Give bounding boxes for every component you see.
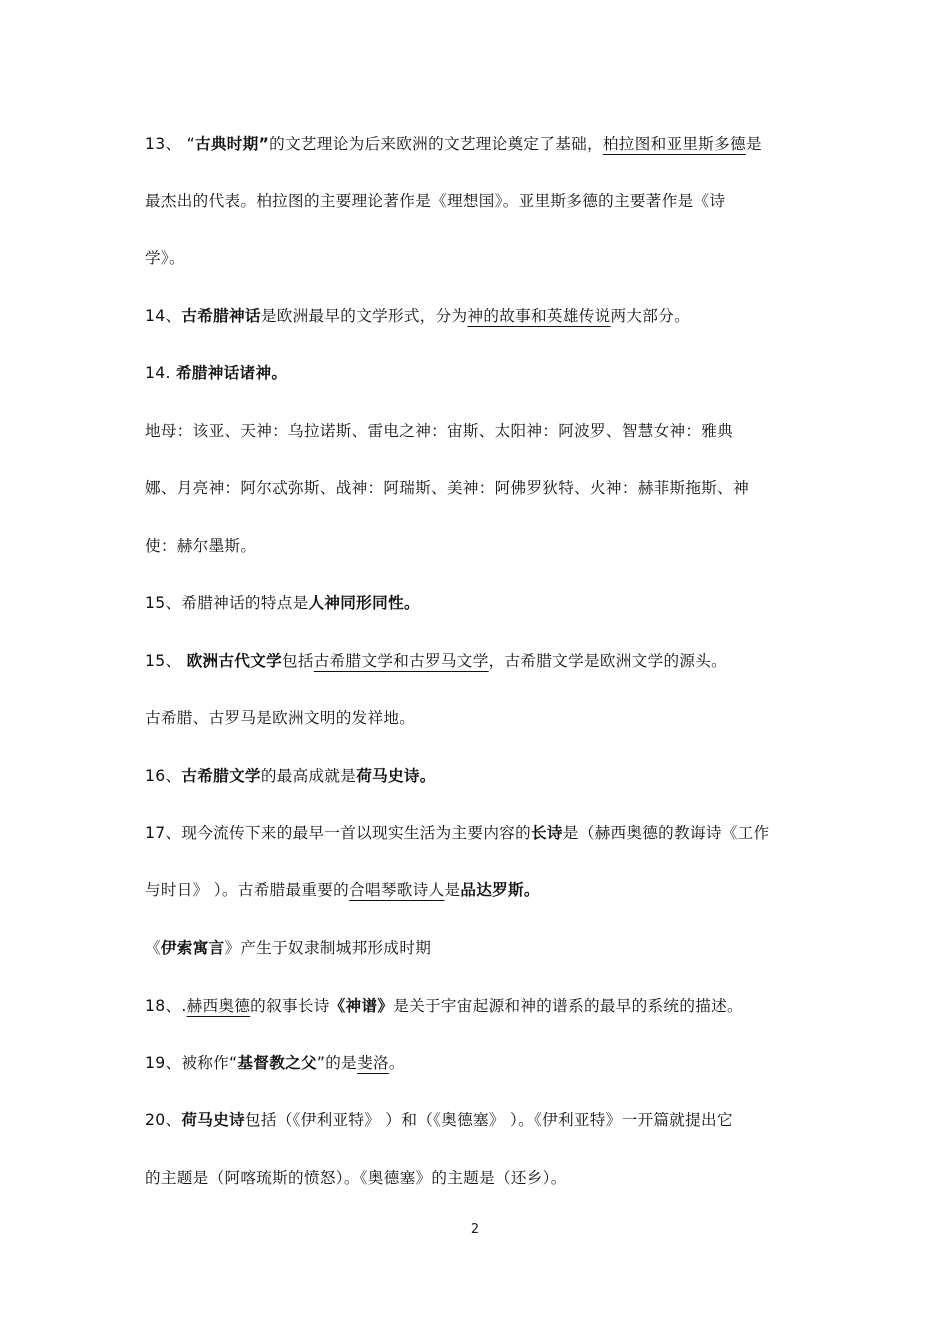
text-segment: 是 xyxy=(745,135,762,153)
text-segment: 学》。 xyxy=(145,249,185,267)
bold-text: 古典时期 xyxy=(194,135,259,153)
text-line xyxy=(145,995,815,1017)
text-line xyxy=(145,937,815,959)
text-segment: 使：赫尔墨斯。 xyxy=(145,537,257,555)
text-segment: 14. xyxy=(145,364,176,382)
text-segment: 包括（《伊利亚特》 ）和（《奥德塞》 ）。《伊利亚特》一开篇就提出它 xyxy=(244,1111,733,1129)
text-segment: 的文艺理论为后来欧洲的文艺理论奠定了基础， xyxy=(269,135,603,153)
text-line xyxy=(145,190,815,212)
text-segment: 13、 “ xyxy=(145,135,195,153)
text-segment: ”的是 xyxy=(316,1054,358,1072)
bold-text: 荷马史诗。 xyxy=(356,767,436,785)
text-line xyxy=(145,362,815,384)
text-line xyxy=(145,420,815,442)
text-segment: 最杰出的代表。柏拉图的主要理论著作是《理想国》。亚里斯多德的主要著作是《诗 xyxy=(145,192,726,210)
text-line xyxy=(145,822,815,844)
bold-text: 古希腊文学 xyxy=(181,767,261,785)
text-segment: ，古希腊文学是欧洲文学的源头。 xyxy=(488,652,728,670)
underlined-text: 古希腊文学和古罗马文学 xyxy=(313,652,489,670)
text-segment: 包括 xyxy=(281,652,314,670)
bold-text: ” xyxy=(258,135,270,153)
text-segment: 娜、月亮神：阿尔忒弥斯、战神：阿瑞斯、美神：阿佛罗狄特、火神：赫菲斯拖斯、神 xyxy=(145,479,749,497)
bold-text: 希腊神话诸神。 xyxy=(175,364,288,382)
underlined-text: 赫西奥德 xyxy=(186,997,251,1015)
text-line xyxy=(145,247,815,269)
bold-text: 古希腊神话 xyxy=(181,307,261,325)
text-line xyxy=(145,305,815,327)
text-line xyxy=(145,1052,815,1074)
text-segment: 17、现今流传下来的最早一首以现实生活为主要内容的 xyxy=(145,824,531,842)
bold-text: 欧洲古代文学 xyxy=(186,652,282,670)
text-segment: 《 xyxy=(145,939,161,957)
text-segment: 是 xyxy=(444,881,461,899)
text-segment: 古希腊、古罗马是欧洲文明的发祥地。 xyxy=(145,709,416,727)
text-segment: 》产生于奴隶制城邦形成时期 xyxy=(224,939,432,957)
text-line xyxy=(145,133,815,155)
text-segment: 地母：该亚、天神：乌拉诺斯、雷电之神：宙斯、太阳神：阿波罗、智慧女神：雅典 xyxy=(145,422,734,440)
text-line xyxy=(145,1109,815,1131)
text-segment: 的主题是（阿喀琉斯的愤怒）。《奥德塞》的主题是（还乡）。 xyxy=(145,1169,567,1187)
underlined-text: 神的故事和英雄传说 xyxy=(467,307,611,325)
bold-text: 荷马史诗 xyxy=(181,1111,245,1129)
text-segment: 的叙事长诗 xyxy=(250,997,330,1015)
bold-text: 长诗 xyxy=(531,824,563,842)
bold-text: 人神同形同性。 xyxy=(308,594,420,612)
text-segment: 是关于宇宙起源和神的谱系的最早的系统的描述。 xyxy=(393,997,743,1015)
text-line xyxy=(145,650,815,672)
text-line xyxy=(145,592,815,614)
text-line xyxy=(145,535,815,557)
bold-text: 基督教之父 xyxy=(237,1054,317,1072)
text-segment: 。 xyxy=(388,1054,405,1072)
text-line xyxy=(145,477,815,499)
text-segment: 16、 xyxy=(145,767,182,785)
text-segment: 20、 xyxy=(145,1111,182,1129)
text-line xyxy=(145,765,815,787)
text-segment: 是欧洲最早的文学形式，分为 xyxy=(260,307,468,325)
bold-text: 伊索寓言 xyxy=(160,939,225,957)
text-segment: 15、 xyxy=(145,652,187,670)
bold-text: 品达罗斯。 xyxy=(460,881,540,899)
text-line xyxy=(145,879,815,901)
bold-text: 《神谱》 xyxy=(329,997,394,1015)
text-segment: 与时日》 ）。古希腊最重要的 xyxy=(145,881,350,899)
text-segment: 是（赫西奥德的教诲诗《工作 xyxy=(562,824,770,842)
text-line xyxy=(145,707,815,729)
text-segment: 19、被称作“ xyxy=(145,1054,238,1072)
text-segment: 14、 xyxy=(145,307,182,325)
underlined-text: 斐洛 xyxy=(357,1054,389,1072)
page-number: 2 xyxy=(470,1222,480,1237)
underlined-text: 合唱琴歌诗人 xyxy=(349,881,445,899)
text-segment: 18、. xyxy=(145,997,187,1015)
underlined-text: 柏拉图和亚里斯多德 xyxy=(602,135,746,153)
text-segment: 两大部分。 xyxy=(610,307,690,325)
text-segment: 15、希腊神话的特点是 xyxy=(145,594,309,612)
text-line xyxy=(145,1167,815,1189)
text-segment: 的最高成就是 xyxy=(260,767,357,785)
